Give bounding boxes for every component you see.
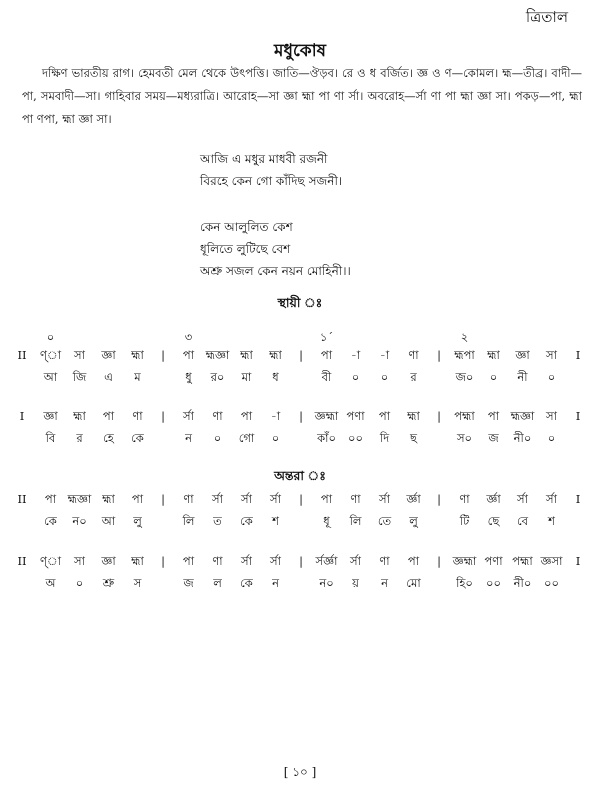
lyric-syllable: ন০ — [72, 514, 87, 528]
swara-note: পণা — [346, 409, 365, 423]
lyric-syllable: হে — [103, 431, 114, 445]
swara-note: ণা — [212, 554, 223, 568]
start-marker: I — [19, 409, 25, 423]
notation-row — [8, 488, 590, 510]
swara-note: পা — [44, 492, 57, 506]
swara-note: -া — [350, 348, 361, 362]
swara-note: ণ্া — [39, 348, 62, 362]
lyric-syllable: লু — [133, 514, 142, 528]
taal-label: ত্রিতাল — [525, 8, 568, 26]
swara-note: পা — [407, 554, 420, 568]
lyric-syllable: মো — [406, 576, 421, 590]
swara-note: হ্মা — [73, 409, 86, 423]
lyric-syllable: ০ — [380, 370, 389, 384]
lyric-syllable: ন০ — [319, 576, 334, 590]
swara-note: হ্মা — [102, 492, 115, 506]
swara-note: ণা — [132, 409, 143, 423]
swara-note: জ্ঞহ্মা — [452, 554, 477, 568]
spacer — [428, 427, 450, 449]
start-marker: II — [17, 554, 27, 568]
swara-note: র্সা — [241, 492, 252, 506]
poem-stanza-2 — [200, 216, 351, 282]
swara-note: হ্মা — [269, 348, 282, 362]
lyric-syllable: র০ — [210, 370, 225, 384]
lyric-syllable: স০ — [456, 431, 473, 445]
swara-note: র্সা — [350, 554, 361, 568]
swara-note: ণা — [212, 409, 223, 423]
swara-note: সা — [546, 348, 557, 362]
lyric-syllable: ০ — [547, 431, 556, 445]
swara-note: জ্ঞহ্মা — [314, 409, 339, 423]
lyric-syllable: ল — [213, 576, 222, 590]
swara-note: র্সা — [270, 554, 281, 568]
lyric-syllable: ন — [185, 431, 192, 445]
bar-separator: | — [161, 409, 165, 423]
lyric-syllable: নী০ — [513, 431, 532, 445]
start-marker: II — [17, 492, 27, 506]
page-number: [ ১০ ] — [283, 765, 317, 779]
lyrics-row — [8, 366, 590, 388]
spacer — [566, 572, 590, 594]
notation-row — [8, 405, 590, 427]
lyric-syllable: ০ — [489, 370, 498, 384]
lyric-syllable: জ — [488, 431, 499, 445]
swara-note: হ্মজ্ঞা — [205, 348, 230, 362]
lyric-syllable: র — [410, 370, 417, 384]
lyric-syllable: টি — [459, 514, 470, 528]
bar-separator: | — [161, 348, 165, 362]
start-marker: II — [17, 348, 27, 362]
lyric-syllable: তে — [377, 514, 392, 528]
lyric-syllable: কে — [44, 514, 57, 528]
swara-note: র্সা — [241, 554, 252, 568]
swara-note: জ্ঞা — [515, 348, 530, 362]
swara-note: পা — [240, 409, 253, 423]
page-title: মধুকোষ — [274, 41, 326, 61]
swara-note: ণা — [459, 492, 470, 506]
lyric-syllable: দি — [379, 431, 390, 445]
lyric-syllable: অ — [45, 576, 56, 590]
bar-separator: | — [437, 554, 441, 568]
poem-line: কেন আলুলিত কেশ — [200, 220, 293, 234]
swara-note: -া — [270, 409, 281, 423]
swara-note: হ্মা — [131, 554, 144, 568]
swara-note: হ্মা — [487, 348, 500, 362]
lyric-syllable: ত — [213, 514, 222, 528]
swara-note: পণা — [484, 554, 503, 568]
lyric-syllable: ০০ — [544, 576, 559, 590]
lyric-syllable: কে — [131, 431, 144, 445]
swara-note: হ্মা — [240, 348, 253, 362]
lyric-syllable: লু — [409, 514, 418, 528]
lyric-syllable: কাঁ০ — [317, 431, 336, 445]
lyric-syllable: ম — [134, 370, 141, 384]
swara-note: জ্ঞা — [101, 348, 116, 362]
bar-separator: | — [299, 492, 303, 506]
lyric-syllable: য় — [352, 576, 359, 590]
swara-note: ণা — [379, 554, 390, 568]
swara-note: পা — [131, 492, 144, 506]
lyric-syllable: নী — [517, 370, 528, 384]
lyric-syllable: স — [133, 576, 142, 590]
bar-separator: | — [437, 409, 441, 423]
spacer — [8, 366, 36, 388]
spacer — [290, 427, 312, 449]
bar-separator: | — [437, 492, 441, 506]
swara-note: হ্মপা — [454, 348, 475, 362]
spacer — [290, 572, 312, 594]
notation-row — [8, 550, 590, 572]
spacer — [152, 510, 174, 532]
lyric-syllable: ০০ — [486, 576, 501, 590]
lyric-syllable: নী০ — [513, 576, 532, 590]
swara-note: পা — [378, 409, 391, 423]
swara-note: র্সা — [517, 492, 528, 506]
lyric-syllable: কে — [240, 514, 253, 528]
lyrics-row — [8, 572, 590, 594]
bar-separator: | — [299, 554, 303, 568]
lyric-syllable: শ — [548, 514, 555, 528]
lyric-syllable: আ — [43, 370, 58, 384]
lyric-syllable: শ্রু — [102, 576, 115, 590]
swara-note: ণা — [183, 492, 194, 506]
spacer — [8, 572, 36, 594]
lyric-syllable: ০ — [547, 370, 556, 384]
lyric-syllable: শ — [272, 514, 279, 528]
lyric-syllable: ধূ — [323, 514, 330, 528]
swara-note: র্সা — [546, 492, 557, 506]
bar-separator: | — [437, 348, 441, 362]
swara-note: পা — [182, 348, 195, 362]
lyric-syllable: আ — [101, 514, 116, 528]
swara-note: র্সা — [212, 492, 223, 506]
lyric-syllable: গো — [238, 431, 255, 445]
poem-line: অশ্রু সজল কেন নয়ন মোহিনী।। — [200, 264, 351, 278]
end-marker: I — [575, 409, 581, 423]
lyric-syllable: কে — [240, 576, 253, 590]
swara-note: পা — [102, 409, 115, 423]
swara-note: পা — [487, 409, 500, 423]
lyric-syllable: র — [76, 431, 83, 445]
end-marker: I — [575, 492, 581, 506]
lyrics-row — [8, 427, 590, 449]
swara-note: পা — [182, 554, 195, 568]
lyric-syllable: ধ — [272, 370, 279, 384]
swara-note: হ্মজ্ঞা — [67, 492, 92, 506]
swara-note: সা — [74, 348, 85, 362]
lyric-syllable: বী — [321, 370, 332, 384]
spacer — [566, 510, 590, 532]
lyric-syllable: জি — [72, 370, 87, 384]
spacer — [566, 427, 590, 449]
lyric-syllable: জ০ — [455, 370, 474, 384]
spacer — [566, 366, 590, 388]
taal-mark: ০ — [46, 330, 55, 344]
poem-stanza-1 — [200, 148, 342, 192]
end-marker: I — [575, 554, 581, 568]
lyric-syllable: জ — [183, 576, 194, 590]
swara-note: হ্মজ্ঞা — [510, 409, 535, 423]
spacer — [8, 427, 36, 449]
swara-note: পহ্মা — [512, 554, 533, 568]
swara-note: র্জ্ঞা — [486, 492, 501, 506]
lyric-syllable: ০ — [351, 370, 360, 384]
poem-line: আজি এ মধুর মাধবী রজনী — [200, 152, 328, 166]
lyric-syllable: বি — [45, 431, 56, 445]
swara-note: হ্মা — [131, 348, 144, 362]
poem-line: বিরহে কেন গো কাঁদিছ সজনী। — [200, 174, 343, 188]
poem-line: ধূলিতে লুটিছে বেশ — [200, 242, 291, 256]
swara-note: -া — [379, 348, 390, 362]
lyric-syllable: লি — [349, 514, 362, 528]
swara-note: জ্ঞা — [101, 554, 116, 568]
swara-note: হ্মা — [407, 409, 420, 423]
spacer — [8, 510, 36, 532]
lyric-syllable: ধু — [185, 370, 192, 384]
antara-heading: অন্তরা ঃ — [274, 468, 326, 483]
swara-note: র্সা — [270, 492, 281, 506]
swara-note: পহ্মা — [454, 409, 475, 423]
swara-note: ণা — [350, 492, 361, 506]
bar-separator: | — [161, 554, 165, 568]
lyrics-row — [8, 510, 590, 532]
lyric-syllable: ছে — [487, 514, 500, 528]
end-marker: I — [575, 348, 581, 362]
lyric-syllable: ০ — [213, 431, 222, 445]
lyric-syllable: বে — [516, 514, 529, 528]
swara-note: জ্ঞা — [43, 409, 58, 423]
notation-row — [8, 344, 590, 366]
swara-note: সা — [74, 554, 85, 568]
swara-note: র্সা — [183, 409, 194, 423]
swara-note: র্সা — [379, 492, 390, 506]
bar-separator: | — [299, 409, 303, 423]
lyric-syllable: ছ — [410, 431, 417, 445]
swara-note: ণা — [408, 348, 419, 362]
lyric-syllable: ন — [381, 576, 388, 590]
lyric-syllable: ০০ — [348, 431, 363, 445]
bar-separator: | — [161, 492, 165, 506]
bar-separator: | — [299, 348, 303, 362]
lyric-syllable: ০ — [75, 576, 84, 590]
taal-mark: ৩ — [184, 330, 193, 344]
lyric-syllable: এ — [104, 370, 113, 384]
lyric-syllable: হি০ — [456, 576, 473, 590]
lyric-syllable: লি — [182, 514, 195, 528]
spacer — [428, 572, 450, 594]
lyric-syllable: ০ — [271, 431, 280, 445]
swara-note: জ্ঞসা — [540, 554, 563, 568]
swara-note: সা — [546, 409, 557, 423]
swara-note: র্সর্জ্ঞা — [315, 554, 338, 568]
raga-description: দক্ষিণ ভারতীয় রাগ। হেমবতী মেল থেকে উৎপত্তি। জাতি—ঔড়ব। রে ও ধ বর্জিত। জ্ঞ ও ণ—কোমল। হ্ম—তীব্র। বাদী—পা, সমবাদী—সা। গাহিবার সময়—মধ্যরাত্রি। আরোহ—সা জ্ঞা হ্মা পা ণা র্সা। অবরোহ—র্সা ণা পা হ্মা জ্ঞা সা। পকড়—পা, হ্মা পা ণপা, হ্মা জ্ঞা সা। — [22, 66, 582, 126]
spacer — [152, 427, 174, 449]
swara-note: র্জ্ঞা — [406, 492, 421, 506]
sthayi-heading: স্থায়ী ঃ — [277, 295, 323, 310]
swara-note: পা — [320, 348, 333, 362]
spacer — [290, 366, 312, 388]
swara-note: ণ্া — [39, 554, 62, 568]
spacer — [428, 366, 450, 388]
spacer — [152, 366, 174, 388]
lyric-syllable: মা — [241, 370, 252, 384]
spacer — [290, 510, 312, 532]
taal-mark: ২ — [460, 330, 469, 344]
spacer — [152, 572, 174, 594]
swara-note: পা — [320, 492, 333, 506]
spacer — [428, 510, 450, 532]
lyric-syllable: ন — [272, 576, 279, 590]
taal-mark: ১´ — [319, 330, 334, 344]
